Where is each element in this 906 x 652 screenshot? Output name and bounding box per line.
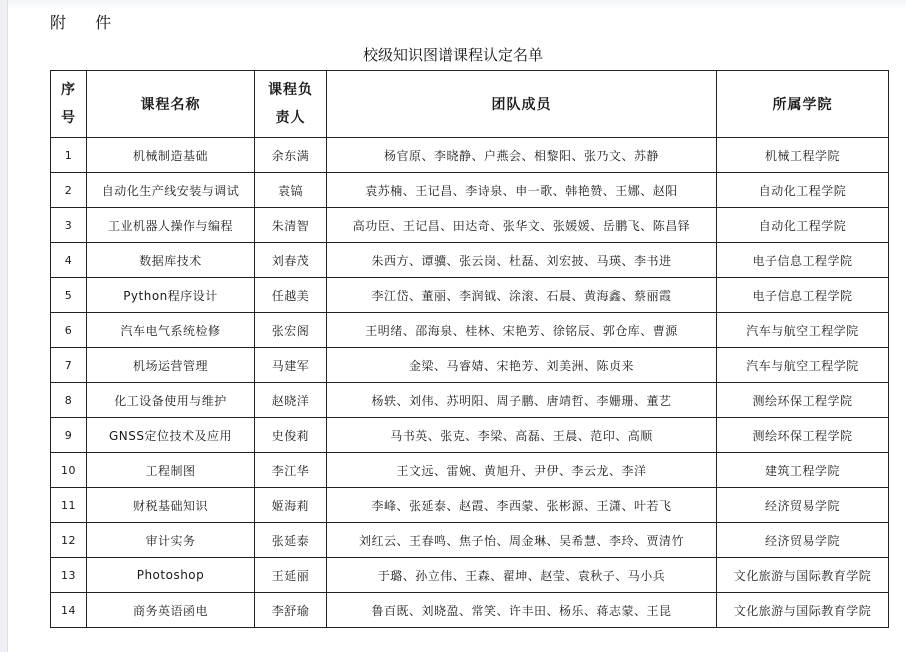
cell-no: 4: [51, 243, 87, 278]
cell-course: 机场运营管理: [87, 348, 255, 383]
cell-team: 杨轶、刘伟、苏明阳、周子鹏、唐靖哲、李姗珊、董艺: [327, 383, 717, 418]
cell-team: 朱西方、谭骥、张云岗、杜磊、刘宏披、马瑛、李书进: [327, 243, 717, 278]
cell-lead: 史俊莉: [255, 418, 327, 453]
cell-team: 李江岱、董丽、李润钺、涂滚、石晨、黄海鑫、蔡丽霞: [327, 278, 717, 313]
table-row: [51, 488, 889, 523]
cell-college: 测绘环保工程学院: [717, 418, 889, 453]
cell-college: 建筑工程学院: [717, 453, 889, 488]
cell-no: 13: [51, 558, 87, 593]
header-serial-number: [51, 71, 87, 138]
cell-course: 工程制图: [87, 453, 255, 488]
cell-college: 自动化工程学院: [717, 208, 889, 243]
cell-team: 鲁百既、刘晓盈、常笑、许丰田、杨乐、蒋志蒙、王昆: [327, 593, 717, 628]
document-title: 校级知识图谱课程认定名单: [362, 46, 543, 64]
table-row: [51, 348, 889, 383]
page-left-gutter: [0, 0, 8, 652]
cell-no: 14: [51, 593, 87, 628]
cell-no: 3: [51, 208, 87, 243]
cell-team: 高功臣、王记昌、田达奇、张华文、张媛媛、岳鹏飞、陈昌铎: [327, 208, 717, 243]
cell-course: Photoshop: [87, 558, 255, 593]
header-serial-line1: 序: [61, 82, 76, 98]
cell-course: 化工设备使用与维护: [87, 383, 255, 418]
cell-course: GNSS定位技术及应用: [87, 418, 255, 453]
table-row: [51, 173, 889, 208]
table-row: [51, 208, 889, 243]
cell-lead: 余东满: [255, 138, 327, 173]
cell-team: 袁苏楠、王记昌、李诗泉、申一歌、韩艳赞、王娜、赵阳: [327, 173, 717, 208]
cell-course: 汽车电气系统检修: [87, 313, 255, 348]
cell-college: 汽车与航空工程学院: [717, 348, 889, 383]
table-row: [51, 383, 889, 418]
cell-course: 数据库技术: [87, 243, 255, 278]
cell-team: 马书英、张克、李梁、高磊、王晨、范印、高顺: [327, 418, 717, 453]
table-row: [51, 418, 889, 453]
cell-course: 财税基础知识: [87, 488, 255, 523]
cell-no: 5: [51, 278, 87, 313]
cell-course: 商务英语函电: [87, 593, 255, 628]
cell-lead: 朱清智: [255, 208, 327, 243]
cell-team: 王明绪、邵海泉、桂林、宋艳芳、徐铭辰、郭仓库、曹源: [327, 313, 717, 348]
header-serial-line2: 号: [61, 110, 76, 126]
table-row: [51, 558, 889, 593]
table-row: [51, 453, 889, 488]
header-course-lead: [255, 71, 327, 138]
cell-lead: 姬海莉: [255, 488, 327, 523]
table-row: [51, 138, 889, 173]
cell-lead: 王延丽: [255, 558, 327, 593]
table-row: [51, 313, 889, 348]
header-team-members: 团队成员: [327, 71, 717, 138]
course-roster-table: [50, 70, 889, 628]
header-college: 所属学院: [717, 71, 889, 138]
cell-team: 杨官原、李晓静、户燕会、相黎阳、张乃文、苏静: [327, 138, 717, 173]
cell-college: 汽车与航空工程学院: [717, 313, 889, 348]
cell-lead: 马建军: [255, 348, 327, 383]
cell-no: 9: [51, 418, 87, 453]
cell-college: 文化旅游与国际教育学院: [717, 558, 889, 593]
cell-no: 7: [51, 348, 87, 383]
cell-college: 自动化工程学院: [717, 173, 889, 208]
table-row: [51, 523, 889, 558]
cell-college: 经济贸易学院: [717, 488, 889, 523]
cell-course: Python程序设计: [87, 278, 255, 313]
cell-lead: 任越美: [255, 278, 327, 313]
cell-lead: 刘春茂: [255, 243, 327, 278]
cell-college: 经济贸易学院: [717, 523, 889, 558]
table-row: [51, 278, 889, 313]
cell-no: 2: [51, 173, 87, 208]
cell-lead: 袁镐: [255, 173, 327, 208]
header-lead-line1: 课程负: [268, 82, 313, 98]
cell-lead: 李舒瑜: [255, 593, 327, 628]
header-lead-line2: 责人: [275, 110, 306, 126]
cell-course: 自动化生产线安装与调试: [87, 173, 255, 208]
table-row: [51, 593, 889, 628]
cell-team: 李峰、张延泰、赵霞、李西蒙、张彬源、王潇、叶若飞: [327, 488, 717, 523]
cell-lead: 赵晓洋: [255, 383, 327, 418]
window-top-strip: [0, 0, 906, 10]
cell-team: 刘红云、王春鸣、焦子怡、周金琳、吴希慧、李玲、贾清竹: [327, 523, 717, 558]
cell-no: 11: [51, 488, 87, 523]
cell-lead: 张宏阁: [255, 313, 327, 348]
cell-team: 于璐、孙立伟、王森、翟坤、赵莹、袁秋子、马小兵: [327, 558, 717, 593]
table-row: [51, 243, 889, 278]
cell-college: 机械工程学院: [717, 138, 889, 173]
cell-team: 王文远、雷婉、黄旭升、尹伊、李云龙、李洋: [327, 453, 717, 488]
cell-no: 12: [51, 523, 87, 558]
cell-lead: 李江华: [255, 453, 327, 488]
cell-college: 测绘环保工程学院: [717, 383, 889, 418]
cell-college: 电子信息工程学院: [717, 243, 889, 278]
cell-course: 机械制造基础: [87, 138, 255, 173]
cell-college: 文化旅游与国际教育学院: [717, 593, 889, 628]
attachment-label: 附 件: [50, 13, 124, 32]
header-course-name: 课程名称: [87, 71, 255, 138]
cell-team: 金梁、马睿婧、宋艳芳、刘美洲、陈贞来: [327, 348, 717, 383]
table-header-row: [51, 71, 889, 138]
cell-college: 电子信息工程学院: [717, 278, 889, 313]
cell-no: 10: [51, 453, 87, 488]
cell-no: 1: [51, 138, 87, 173]
cell-no: 8: [51, 383, 87, 418]
cell-lead: 张延泰: [255, 523, 327, 558]
cell-course: 审计实务: [87, 523, 255, 558]
cell-no: 6: [51, 313, 87, 348]
cell-course: 工业机器人操作与编程: [87, 208, 255, 243]
